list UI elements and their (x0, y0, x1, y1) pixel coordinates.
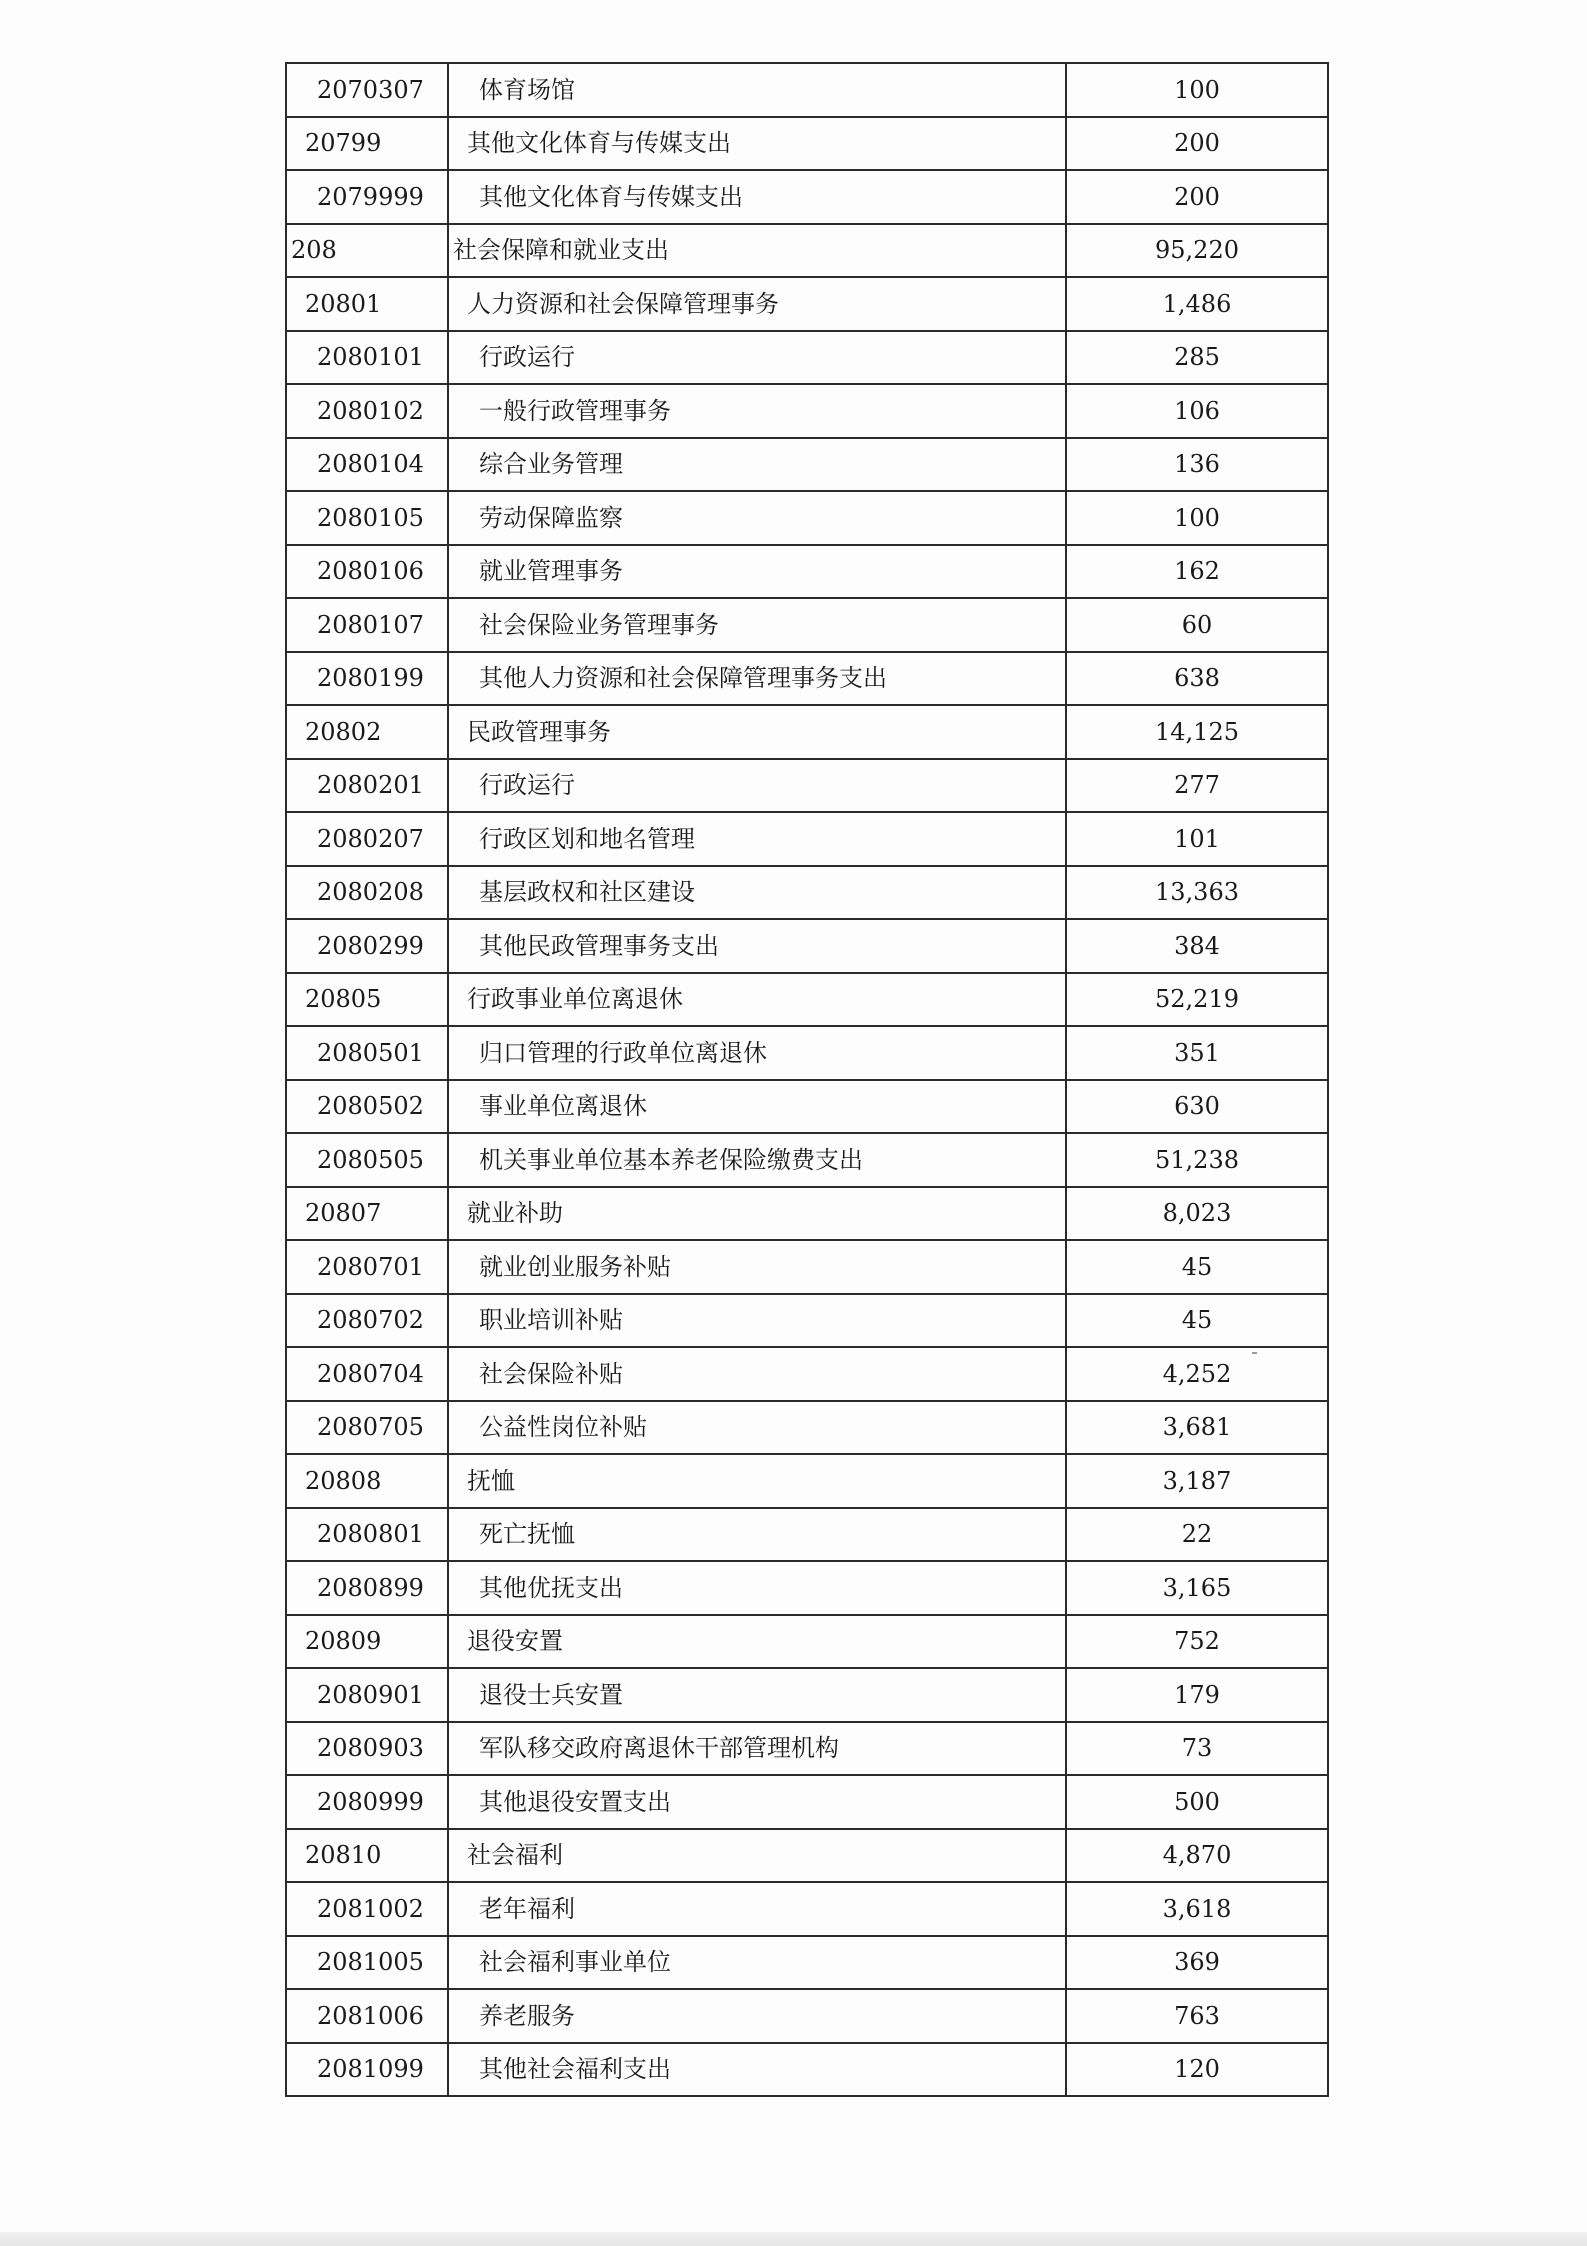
budget-amount: 1,486 (1066, 277, 1328, 331)
subject-name: 军队移交政府离退休干部管理机构 (448, 1722, 1066, 1776)
subject-name: 基层政权和社区建设 (448, 866, 1066, 920)
subject-name: 机关事业单位基本养老保险缴费支出 (448, 1133, 1066, 1187)
budget-amount: 60 (1066, 598, 1328, 652)
subject-code: 2081006 (286, 1989, 448, 2043)
subject-code: 20801 (286, 277, 448, 331)
subject-code: 2080208 (286, 866, 448, 920)
subject-name: 其他文化体育与传媒支出 (448, 170, 1066, 224)
table-row (286, 1508, 1328, 1562)
subject-code: 2080505 (286, 1133, 448, 1187)
budget-amount: 500 (1066, 1775, 1328, 1829)
budget-amount: 95,220 (1066, 224, 1328, 278)
table-row (286, 277, 1328, 331)
subject-name: 事业单位离退休 (448, 1080, 1066, 1134)
subject-name: 劳动保障监察 (448, 491, 1066, 545)
subject-name: 就业补助 (448, 1187, 1066, 1241)
subject-name: 其他人力资源和社会保障管理事务支出 (448, 652, 1066, 706)
budget-amount: 277 (1066, 759, 1328, 813)
subject-name: 行政事业单位离退休 (448, 973, 1066, 1027)
table-row (286, 331, 1328, 385)
subject-code: 2080102 (286, 384, 448, 438)
subject-name: 养老服务 (448, 1989, 1066, 2043)
table-row (286, 973, 1328, 1027)
table-row (286, 1722, 1328, 1776)
table-row (286, 545, 1328, 599)
subject-name: 就业创业服务补贴 (448, 1240, 1066, 1294)
table-row (286, 598, 1328, 652)
table-row (286, 866, 1328, 920)
subject-name: 老年福利 (448, 1882, 1066, 1936)
table-row (286, 1187, 1328, 1241)
budget-amount: 763 (1066, 1989, 1328, 2043)
subject-code: 2080502 (286, 1080, 448, 1134)
table-row (286, 705, 1328, 759)
budget-amount: 369 (1066, 1936, 1328, 1990)
subject-name: 一般行政管理事务 (448, 384, 1066, 438)
subject-name: 民政管理事务 (448, 705, 1066, 759)
table-row (286, 1401, 1328, 1455)
subject-name: 其他文化体育与传媒支出 (448, 117, 1066, 171)
table-row (286, 1668, 1328, 1722)
budget-amount: 136 (1066, 438, 1328, 492)
subject-name: 行政运行 (448, 331, 1066, 385)
budget-amount: 630 (1066, 1080, 1328, 1134)
budget-amount: 8,023 (1066, 1187, 1328, 1241)
subject-code: 2070307 (286, 63, 448, 117)
budget-amount: 100 (1066, 491, 1328, 545)
subject-name: 社会福利事业单位 (448, 1936, 1066, 1990)
subject-code: 2080207 (286, 812, 448, 866)
table-row (286, 919, 1328, 973)
subject-name: 人力资源和社会保障管理事务 (448, 277, 1066, 331)
subject-code: 20810 (286, 1829, 448, 1883)
subject-name: 其他民政管理事务支出 (448, 919, 1066, 973)
subject-name: 职业培训补贴 (448, 1294, 1066, 1348)
budget-amount: 3,187 (1066, 1454, 1328, 1508)
budget-amount: 285 (1066, 331, 1328, 385)
budget-amount: 45 (1066, 1294, 1328, 1348)
subject-code: 2081002 (286, 1882, 448, 1936)
table-body (286, 63, 1328, 2096)
table-row (286, 1615, 1328, 1669)
subject-code: 2081005 (286, 1936, 448, 1990)
table-row (286, 1561, 1328, 1615)
table-row (286, 1240, 1328, 1294)
budget-amount: 162 (1066, 545, 1328, 599)
subject-name: 体育场馆 (448, 63, 1066, 117)
budget-amount: 3,165 (1066, 1561, 1328, 1615)
table-row (286, 1347, 1328, 1401)
table-row (286, 384, 1328, 438)
subject-name: 社会保障和就业支出 (448, 224, 1066, 278)
table-row (286, 1454, 1328, 1508)
table-row (286, 759, 1328, 813)
table-row (286, 1294, 1328, 1348)
budget-amount: 101 (1066, 812, 1328, 866)
subject-code: 2080903 (286, 1722, 448, 1776)
subject-code: 2080199 (286, 652, 448, 706)
table-row (286, 1775, 1328, 1829)
subject-name: 社会福利 (448, 1829, 1066, 1883)
budget-amount: 200 (1066, 117, 1328, 171)
budget-amount: 351 (1066, 1026, 1328, 1080)
subject-code: 2080106 (286, 545, 448, 599)
table-row (286, 63, 1328, 117)
budget-amount: 106 (1066, 384, 1328, 438)
table-row (286, 170, 1328, 224)
subject-code: 20802 (286, 705, 448, 759)
budget-amount: 4,870 (1066, 1829, 1328, 1883)
subject-code: 20799 (286, 117, 448, 171)
subject-name: 社会保险业务管理事务 (448, 598, 1066, 652)
subject-code: 20805 (286, 973, 448, 1027)
table-row (286, 1026, 1328, 1080)
subject-name: 死亡抚恤 (448, 1508, 1066, 1562)
subject-code: 20807 (286, 1187, 448, 1241)
subject-name: 就业管理事务 (448, 545, 1066, 599)
table-row (286, 491, 1328, 545)
scan-speck (1252, 1352, 1257, 1354)
subject-name: 行政区划和地名管理 (448, 812, 1066, 866)
subject-code: 208 (286, 224, 448, 278)
subject-code: 2080899 (286, 1561, 448, 1615)
budget-amount: 100 (1066, 63, 1328, 117)
table-row (286, 1829, 1328, 1883)
budget-amount: 3,681 (1066, 1401, 1328, 1455)
subject-name: 抚恤 (448, 1454, 1066, 1508)
table-row (286, 224, 1328, 278)
subject-code: 2080801 (286, 1508, 448, 1562)
table-row (286, 438, 1328, 492)
subject-code: 2080104 (286, 438, 448, 492)
table-row (286, 2043, 1328, 2097)
budget-amount: 384 (1066, 919, 1328, 973)
subject-code: 2080701 (286, 1240, 448, 1294)
budget-amount: 52,219 (1066, 973, 1328, 1027)
table-row (286, 1936, 1328, 1990)
subject-code: 2080702 (286, 1294, 448, 1348)
subject-code: 2080704 (286, 1347, 448, 1401)
subject-name: 综合业务管理 (448, 438, 1066, 492)
subject-code: 20809 (286, 1615, 448, 1669)
budget-amount: 73 (1066, 1722, 1328, 1776)
budget-expenditure-table (285, 62, 1329, 2097)
subject-code: 2080201 (286, 759, 448, 813)
subject-name: 公益性岗位补贴 (448, 1401, 1066, 1455)
budget-amount: 51,238 (1066, 1133, 1328, 1187)
budget-amount: 14,125 (1066, 705, 1328, 759)
budget-amount: 22 (1066, 1508, 1328, 1562)
table-row (286, 812, 1328, 866)
subject-name: 其他优抚支出 (448, 1561, 1066, 1615)
subject-code: 2080501 (286, 1026, 448, 1080)
budget-amount: 638 (1066, 652, 1328, 706)
subject-code: 2081099 (286, 2043, 448, 2097)
scan-bottom-edge (0, 2232, 1587, 2246)
subject-name: 归口管理的行政单位离退休 (448, 1026, 1066, 1080)
subject-code: 2080107 (286, 598, 448, 652)
table-row (286, 117, 1328, 171)
subject-name: 退役士兵安置 (448, 1668, 1066, 1722)
budget-amount: 752 (1066, 1615, 1328, 1669)
subject-code: 2080101 (286, 331, 448, 385)
subject-code: 2080705 (286, 1401, 448, 1455)
table-row (286, 1080, 1328, 1134)
table-row (286, 1989, 1328, 2043)
subject-code: 20808 (286, 1454, 448, 1508)
subject-name: 行政运行 (448, 759, 1066, 813)
budget-amount: 3,618 (1066, 1882, 1328, 1936)
table-row (286, 1133, 1328, 1187)
budget-amount: 200 (1066, 170, 1328, 224)
budget-amount: 13,363 (1066, 866, 1328, 920)
subject-code: 2080105 (286, 491, 448, 545)
subject-code: 2080999 (286, 1775, 448, 1829)
subject-code: 2079999 (286, 170, 448, 224)
budget-amount: 4,252 (1066, 1347, 1328, 1401)
subject-name: 社会保险补贴 (448, 1347, 1066, 1401)
budget-amount: 179 (1066, 1668, 1328, 1722)
subject-name: 其他社会福利支出 (448, 2043, 1066, 2097)
subject-name: 其他退役安置支出 (448, 1775, 1066, 1829)
subject-code: 2080901 (286, 1668, 448, 1722)
table-row (286, 652, 1328, 706)
budget-amount: 120 (1066, 2043, 1328, 2097)
subject-name: 退役安置 (448, 1615, 1066, 1669)
table-row (286, 1882, 1328, 1936)
subject-code: 2080299 (286, 919, 448, 973)
budget-amount: 45 (1066, 1240, 1328, 1294)
